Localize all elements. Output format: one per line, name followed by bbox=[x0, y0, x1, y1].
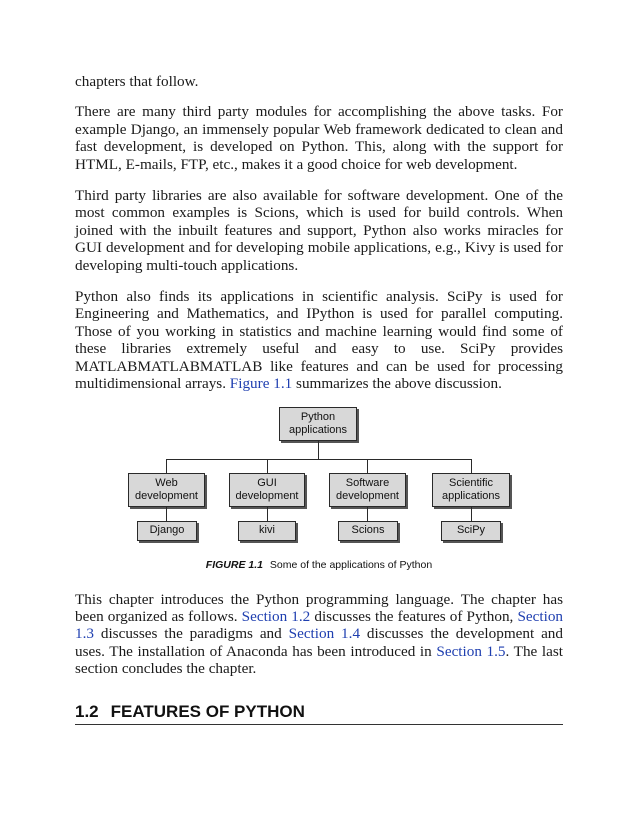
connector-software bbox=[367, 459, 368, 473]
paragraph-web-development: There are many third party modules for accomplishing the above tasks. For example Django, an immensely popular Web framework dedicated to clean and fast development, is developed on Python. This, along with the support for HTML, E-mails, FTP, etc., makes it a good choice for web development. bbox=[75, 103, 563, 173]
section-1-2-link[interactable]: Section 1.2 bbox=[241, 607, 311, 625]
diagram-example-scions: Scions bbox=[338, 521, 398, 541]
section-1-5-link[interactable]: Section 1.5 bbox=[436, 642, 506, 660]
figure-caption bbox=[75, 559, 563, 571]
paragraph-chapter-organization bbox=[75, 591, 563, 678]
diagram-root-python-applications: Python applications bbox=[279, 407, 357, 441]
diagram-example-django: Django bbox=[137, 521, 197, 541]
figure-caption-label: FIGURE 1.1 bbox=[205, 558, 263, 571]
diagram-category-scientific: Scientific applications bbox=[432, 473, 510, 507]
diagram-category-web: Web development bbox=[128, 473, 205, 507]
section-1-4-link[interactable]: Section 1.4 bbox=[288, 625, 361, 643]
figure-1-1-link[interactable]: Figure 1.1 bbox=[229, 375, 293, 393]
paragraph-scientific-analysis bbox=[75, 288, 563, 392]
org-text-d: discusses the development and uses. The installation of Anaconda has been introduced in bbox=[75, 625, 563, 660]
connector-web bbox=[166, 459, 167, 473]
connector-software-example bbox=[367, 507, 368, 521]
diagram-category-gui: GUI development bbox=[229, 473, 305, 507]
paragraph-scientific-text: Python also finds its applications in scientific analysis. SciPy is used for Engineering and Mathematics, and IPython is used for parallel computing. Those of you working in statistics and machine learning would find some of these libraries extremely useful and easy to use. SciPy provides MATLABMATLABMATLAB like features and can be used for processing multidimensional arrays. bbox=[75, 288, 563, 393]
connector-gui-example bbox=[267, 507, 268, 521]
figure-caption-text: Some of the applications of Python bbox=[269, 558, 433, 571]
section-1-3-link[interactable]: Section 1.3 bbox=[75, 607, 564, 643]
org-text-b: discusses the features of Python, bbox=[310, 607, 518, 625]
connector-gui bbox=[267, 459, 268, 473]
connector-scientific bbox=[471, 459, 472, 473]
connector-web-example bbox=[166, 507, 167, 521]
org-text-a: This chapter introduces the Python programming language. The chapter has been organized as follows. bbox=[75, 590, 563, 625]
org-text-c: discusses the paradigms and bbox=[93, 625, 289, 643]
connector-scientific-example bbox=[471, 507, 472, 521]
paragraph-scientific-tail: summarizes the above discussion. bbox=[292, 375, 502, 393]
paragraph-intro-end: chapters that follow. bbox=[75, 73, 199, 90]
page-content bbox=[75, 73, 563, 725]
section-heading bbox=[75, 702, 563, 725]
section-number: 1.2 bbox=[75, 701, 99, 721]
section-title: FEATURES OF PYTHON bbox=[110, 701, 305, 721]
diagram-example-kivi: kivi bbox=[238, 521, 296, 541]
org-text-e: . The last section concludes the chapter. bbox=[75, 642, 563, 678]
diagram-category-software: Software development bbox=[329, 473, 406, 507]
applications-diagram bbox=[75, 407, 563, 555]
connector-horizontal bbox=[166, 459, 471, 460]
diagram-example-scipy: SciPy bbox=[441, 521, 501, 541]
paragraph-software-development: Third party libraries are also available for software development. One of the most common examples is Scions, which is used for build controls. When joined with the inbuilt features and support, Python also works miracles for GUI development and for developing mobile applications, e.g., Kivy is used for developing multi-touch applications. bbox=[75, 187, 563, 274]
connector-root-down bbox=[318, 441, 319, 459]
